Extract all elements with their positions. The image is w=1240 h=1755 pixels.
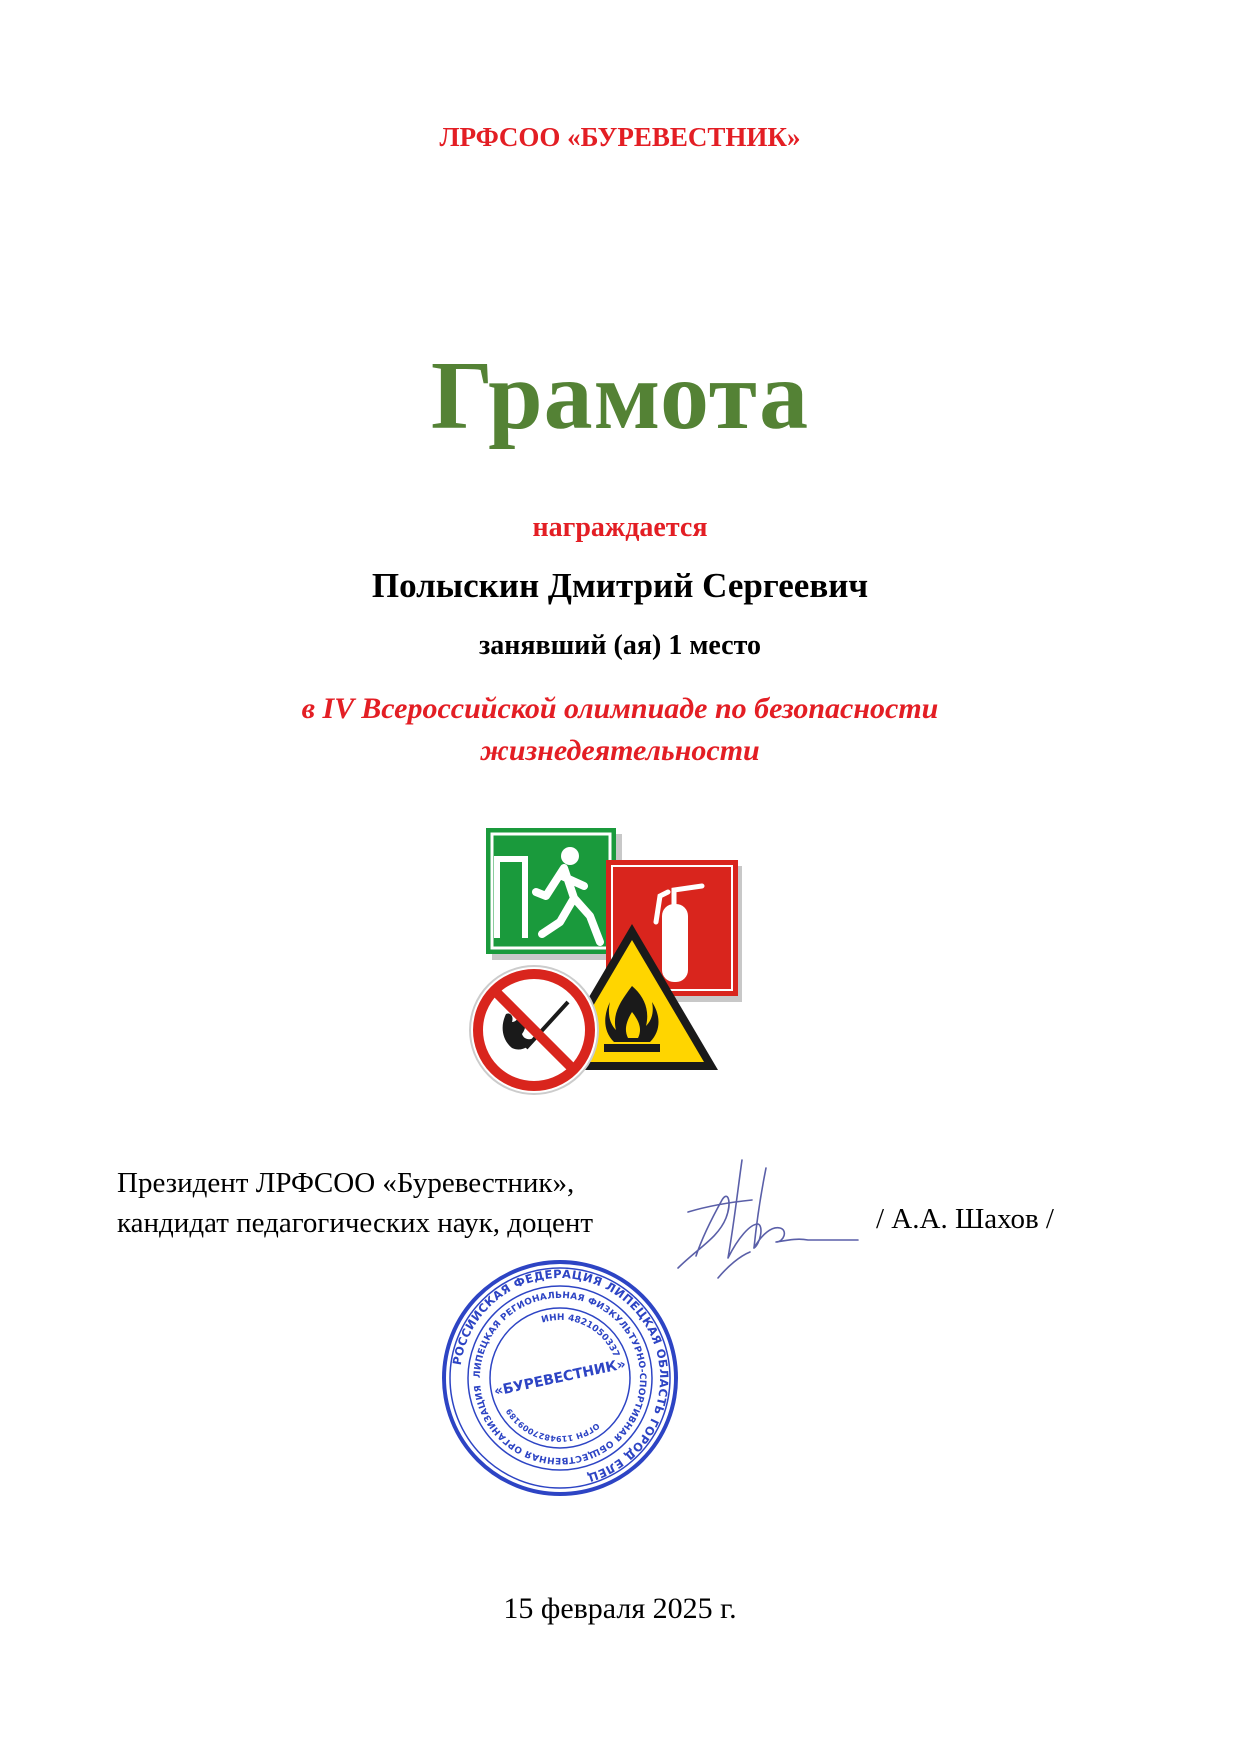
event-title (0, 688, 1240, 772)
svg-text:ОГРН 1194827009189 (504, 1406, 601, 1443)
achievement-text: занявший (ая) 1 место (478, 630, 761, 661)
seal-ogrn: ОГРН 1194827009189 (504, 1406, 602, 1444)
signatory-position-line1: Президент ЛРФСОО «Буревестник», (117, 1167, 575, 1199)
seal-name: «БУРЕВЕСТНИК» (492, 1356, 628, 1400)
svg-text:ИНН 4821050337 (540, 1313, 620, 1359)
event-title-line2: жизнедеятельности (480, 734, 760, 767)
event-title-line1: в IV Всероссийской олимпиаде по безопасности (301, 692, 939, 725)
seal-icon (440, 1258, 680, 1498)
signatory-name: / А.А. Шахов / (876, 1203, 1054, 1235)
signature-icon (668, 1128, 868, 1303)
issue-date: 15 февраля 2025 г. (503, 1592, 737, 1625)
certificate-title: Грамота (430, 342, 810, 450)
seal-outer-text: РОССИЙСКАЯ ФЕДЕРАЦИЯ ЛИПЕЦКАЯ ОБЛАСТЬ ГОРОД ЕЛЕЦ (449, 1266, 672, 1486)
recipient-name: Полыскин Дмитрий Сергеевич (371, 566, 869, 605)
signatory-position (117, 1163, 593, 1243)
awarded-label: награждается (532, 512, 708, 543)
signatory-position-line2: кандидат педагогических наук, доцент (117, 1207, 594, 1239)
organization-header: ЛРФСОО «БУРЕВЕСТНИК» (439, 122, 801, 152)
seal-middle-text: ЛИПЕЦКАЯ РЕГИОНАЛЬНАЯ ФИЗКУЛЬТУРНО-СПОРТИВНАЯ ОБЩЕСТВЕННАЯ ОРГАНИЗАЦИЯ (472, 1290, 648, 1466)
safety-signs-icon (464, 826, 776, 1098)
seal-inn: ИНН 4821050337 (540, 1312, 621, 1359)
